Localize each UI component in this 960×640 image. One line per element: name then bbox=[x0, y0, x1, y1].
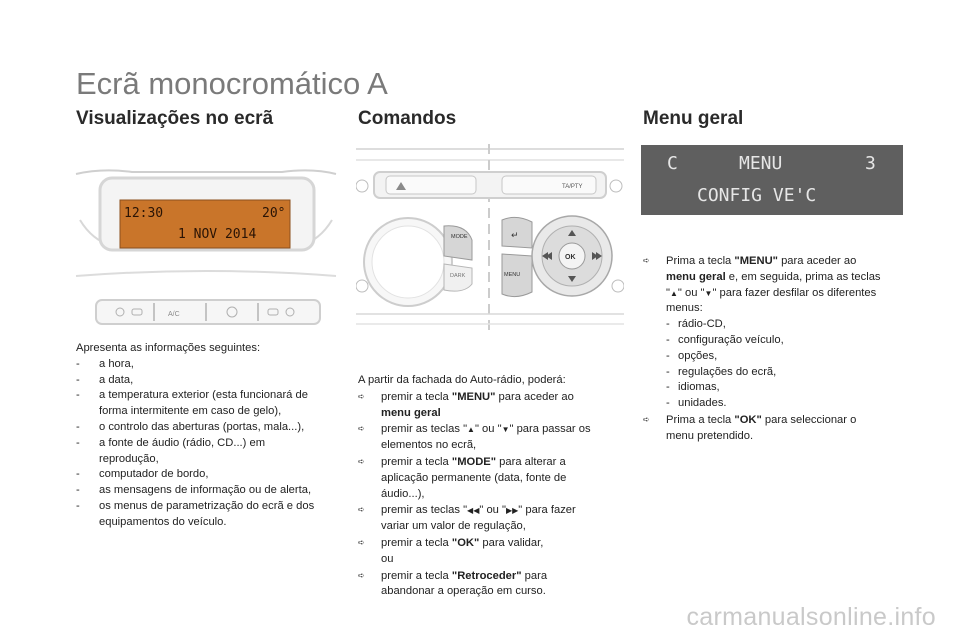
list-dash: - bbox=[76, 468, 80, 481]
up-arrow-icon: ▲ bbox=[669, 288, 678, 298]
col2-item-2: ➪ premir as teclas "▲" ou "▼" para passar os bbox=[358, 423, 591, 436]
list-dash: - bbox=[76, 373, 80, 386]
col1-text bbox=[76, 341, 314, 531]
bullet-arrow-icon: ➪ bbox=[643, 414, 650, 424]
screen-left-char: C bbox=[667, 153, 678, 174]
col3-menu-list bbox=[643, 317, 881, 412]
bullet-arrow-icon: ➪ bbox=[358, 537, 365, 547]
radio-controls-illustration bbox=[356, 144, 624, 330]
bullet-arrow-icon: ➪ bbox=[358, 456, 365, 466]
dashboard-display-illustration bbox=[72, 150, 340, 330]
col1-list-item: - os menus de parametrização do ecrã e dos bbox=[76, 499, 314, 515]
down-arrow-icon: ▼ bbox=[704, 288, 713, 298]
col1-list-item: - a data, bbox=[76, 373, 314, 389]
ta-pty-key-label: TA/PTY bbox=[562, 184, 583, 190]
panel-ac-label: A/C bbox=[168, 311, 180, 318]
svg-text:↵: ↵ bbox=[511, 231, 519, 241]
bullet-arrow-icon: ➪ bbox=[643, 256, 650, 265]
list-dash: - bbox=[76, 389, 80, 402]
col2-item-5: ➪ premir a tecla "OK" para validar, bbox=[358, 536, 544, 549]
display-date: 1 NOV 2014 bbox=[178, 227, 257, 242]
screen-line2: CONFIG VE'C bbox=[697, 185, 817, 206]
col3-item-2: ➪ Prima a tecla "OK" para seleccionar o bbox=[643, 413, 857, 426]
fast-forward-icon: ▶▶ bbox=[505, 506, 519, 516]
ok-key-label: OK bbox=[565, 254, 576, 261]
col1-list bbox=[76, 357, 314, 531]
menu-key-label: MENU bbox=[504, 272, 521, 278]
screen-right-char: 3 bbox=[865, 153, 876, 174]
col2-item-1: ➪ premir a tecla "MENU" para aceder ao bbox=[358, 390, 574, 403]
bullet-arrow-icon: ➪ bbox=[358, 424, 365, 434]
col3-item-1: ➪ Prima a tecla "MENU" para aceder ao bbox=[643, 255, 857, 267]
menu-list-item: - opções, bbox=[666, 349, 718, 362]
menu-list-item: - regulações do ecrã, bbox=[666, 365, 777, 378]
col2-item-4: ➪ premir as teclas "◀◀" ou "▶▶" para fazer bbox=[358, 504, 576, 517]
bullet-arrow-icon: ➪ bbox=[358, 391, 365, 401]
mode-key-label: MODE bbox=[451, 234, 468, 240]
col1-list-item: - a temperatura exterior (esta funcionará de bbox=[76, 388, 314, 404]
watermark: carmanualsonline.info bbox=[686, 603, 936, 631]
menu-list-item: - rádio-CD, bbox=[666, 318, 726, 331]
col1-list-item: - computador de bordo, bbox=[76, 467, 314, 483]
col2-item-3: ➪ premir a tecla "MODE" para alterar a bbox=[358, 455, 566, 468]
col1-list-item: - a hora, bbox=[76, 357, 314, 373]
menu-screen-illustration bbox=[641, 145, 903, 215]
list-dash: - bbox=[76, 436, 80, 449]
list-dash: - bbox=[76, 357, 80, 370]
up-arrow-icon: ▲ bbox=[467, 425, 475, 435]
screen-menu-title: MENU bbox=[739, 153, 783, 174]
heading-menu-geral: Menu geral bbox=[643, 108, 744, 129]
bullet-arrow-icon: ➪ bbox=[358, 570, 365, 580]
menu-list-item: - idiomas, bbox=[666, 381, 720, 394]
col1-list-item: - o controlo das aberturas (portas, mala...), bbox=[76, 420, 314, 436]
menu-list-item: - unidades. bbox=[666, 397, 727, 410]
col1-list-item: forma intermitente em caso de gelo), bbox=[99, 405, 282, 418]
col1-list-item: equipamentos do veículo. bbox=[99, 515, 227, 528]
col2-item-6: ➪ premir a tecla "Retroceder" para bbox=[358, 569, 548, 582]
heading-visualizacoes: Visualizações no ecrã bbox=[76, 108, 274, 129]
col1-list-item: - a fonte de áudio (rádio, CD...) em bbox=[76, 436, 314, 452]
bullet-arrow-icon: ➪ bbox=[358, 505, 365, 515]
list-dash: - bbox=[76, 420, 80, 433]
rewind-icon: ◀◀ bbox=[467, 506, 480, 516]
col2-text: A partir da fachada do Auto-rádio, poderá: ➪ premir a tecla "MENU" para aceder ao menu geral ➪ premir as teclas "▲" ou "▼" para passar os elementos no ecrã, ➪ premir a tecla "MODE" para alterar a aplicação permanente (data, fonte de áudio...), ➪ premir as teclas "◀◀" ou "▶▶" para fazer variar um valor de regulação, ➪ premir a tecla "OK" para validar, ou ➪ premir a tecla "Retroceder" para abandonar a operação em curso. bbox=[358, 374, 591, 598]
list-dash: - bbox=[76, 499, 80, 512]
display-temp: 20° bbox=[262, 206, 286, 221]
down-arrow-icon: ▼ bbox=[501, 425, 510, 435]
col1-list-item: - as mensagens de informação ou de alerta, bbox=[76, 483, 314, 499]
display-time: 12:30 bbox=[124, 206, 164, 221]
list-dash: - bbox=[76, 484, 80, 497]
col2-intro: A partir da fachada do Auto-rádio, poderá: bbox=[358, 374, 566, 386]
col3-text: ➪ Prima a tecla "MENU" para aceder ao menu geral e, em seguida, prima as teclas "▲" ou "▼" para fazer desfilar os diferentes menus: - rádio-CD, - configuração veículo, - opções, - regulações do ecrã, - idiomas, - unidades. ➪ Prima a tecla "OK" para seleccionar o menu pretendido. bbox=[643, 255, 881, 442]
menu-list-item: - configuração veículo, bbox=[666, 333, 784, 346]
page-title: Ecrã monocromático A bbox=[76, 66, 388, 101]
col1-intro: Apresenta as informações seguintes: bbox=[76, 342, 261, 354]
dark-key-label: DARK bbox=[450, 273, 466, 279]
col1-list-item: reprodução, bbox=[99, 452, 159, 465]
heading-comandos: Comandos bbox=[358, 108, 457, 129]
